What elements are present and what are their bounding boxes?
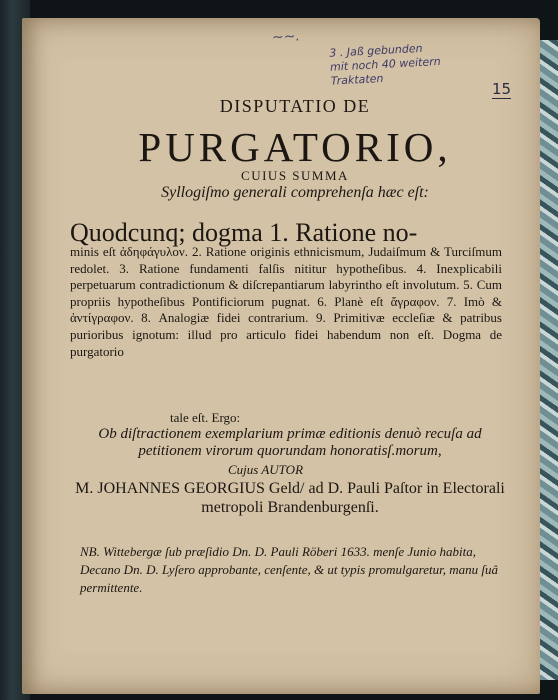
handwritten-note-line: Traktaten <box>330 71 384 88</box>
shelfmark: 15 <box>492 80 512 98</box>
title-line-syllogismo: Syllogiſmo generali comprehenſa hæc eſt: <box>161 184 429 201</box>
title-page <box>22 18 540 694</box>
tale-est: tale eſt. Ergo: <box>170 410 241 425</box>
handwritten-note <box>329 37 511 88</box>
title-line-disputatio: DISPUTATIO DE <box>219 96 371 116</box>
author-line: M. JOHANNES GEORGIUS Geld/ ad D. Pauli Paſtor in Electorali metropoli Brandenburgenſi. <box>75 480 505 516</box>
syllogism-text <box>70 218 502 360</box>
marbled-endpaper <box>538 40 558 680</box>
handwritten-note-line: mit noch 40 weitern <box>329 54 441 74</box>
title-line-cuius-summa: CUIUS SUMMA <box>241 168 349 183</box>
syllogism-body: minis eſt ἀδηφάγυλον. 2. Ratione originis ethnicismum, Judaiſmum & Turciſmum redolet. 3. Ratione fundamenti falſis nititur hypotheſibus. 4. Inexplicabili perpetuarum contradictionum & diſcrepantiarum labyrintho eſt involutum. 5. Cum propriis hypotheſibus Pontificiorum pugnat. 6. Planè eſt ἄγραφον. 7. Imò & ἀντίγραφον. 8. Analogiæ fidei contrarium. 9. Primitivæ eccleſiæ & patribus purioribus ignotum: illud pro articulo fidei habendum non eſt. Dogma de purgatorio <box>70 244 502 359</box>
handwritten-scribble: ~~. <box>271 28 301 46</box>
title-line-purgatorio: PURGATORIO, <box>138 124 452 170</box>
cujus-autor: Cujus AUTOR <box>228 462 304 477</box>
reprint-note: Ob diſtractionem exemplarium primæ editionis denuò recuſa ad petitionem virorum quorundam honoratisſ.morum, <box>98 426 482 459</box>
nb-note: NB. Wittebergæ ſub præſidio Dn. D. Pauli Röberi 1633. menſe Junio habita, Decano Dn. D. Lyſero approbante, cenſente, & ut typis promulgaretur, manu ſuâ permittente. <box>80 544 498 595</box>
handwritten-note-line: 3 . Jaß gebunden <box>329 41 423 60</box>
syllogism-lead: Quodcunq; dogma 1. Ratione no- <box>70 218 418 247</box>
